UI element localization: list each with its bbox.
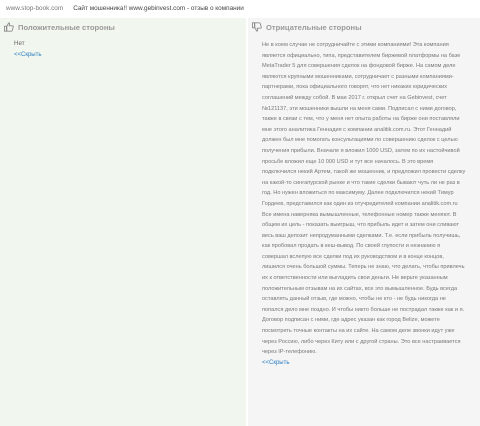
pros-text: Нет [14, 40, 25, 47]
cons-hide-link[interactable]: <<Скрыть [262, 359, 290, 366]
pros-header [0, 18, 246, 36]
pros-heading: Положительные стороны [18, 22, 115, 32]
pros-hide-link[interactable]: <<Скрыть [14, 52, 42, 58]
thumb-down-icon [252, 22, 262, 32]
thumb-up-icon [4, 22, 14, 32]
site-url[interactable]: www.stop-book.com [6, 4, 64, 12]
page-topbar [0, 0, 480, 16]
page-title: Сайт мошенника!! www.gebinvest.com - отзыв о компании [73, 4, 244, 12]
cons-column [248, 18, 480, 426]
cons-heading: Отрицательные стороны [266, 22, 362, 32]
cons-text: Не в коем случае не сотрудничайте с этими компаниями! Эта компания является официально, типа, представителем биржевой платформы на базе MetaTrader 5 для совершения сделок на фондовой бирже. На самом деле являются крупными мошенниками, сотрудничает с разными компаниями- партнерами, пока официального говорят, что нет никаких юридических соглашений между собой. В мае 2017 г. открыл счет на Gebinvest, счет №121137, эти мошенники вышли на меня сами. Подписал с ними договор, также в связи с тем, что у меня нет опыта работы на бирже они поставляли мне этого аналитика Геннадия с компании analitik.com.ru. Этот Геннадий должен был мне помогать консультациями по совершению сделок с целью получения прибыли. Вначале я вложил 1000 USD, затем по их настойчивой просьбе вложил еще 10 000 USD и тут все началось. В это время подключился некий Артем, такой же мошенник, и предложил провести сделку на какой-то сингапурской рынке и что такие сделки бывают чуть ли не раз в год. Но нужен вложиться по максимуму. Далее подключился некий Тимур Гордеев, представился как один из отучредителей компании analitik.com.ru Все имена наверняка вымышленные, телефонные номер также меняют. В общем их цель - показать выигрыш, что прибыль идет и затем они сливают весь ваш депозит непродуманными сделками. Т.е. если прибыль получишь, как пробовал продать в кеш-вывод. По своей глупости и незнанию я совершал вслепую все сделки под их руководством и в конце концов, лишился очень большой суммы. Теперь не знаю, что делать, чтобы привлечь их к ответственности или выгладить свои деньги. Не верьте указанным положительным отзывам на их сайтах, все это вымышленное. Будь всегда оставлять данный отзыв, где можно, чтобы не кто - не будь никогда не попался дело мне поздно. И чтобы никто больше не пострадал также как и я. Договор подписан с ними, где адрес указан как город Belize, можете посмотреть точные контакты на их сайте. На самом деле звонки идут уже через Россию, либо через Киту или с другой страны. Это все настраивается через IP-телефонию. [262, 42, 466, 356]
cons-header [248, 18, 480, 36]
pros-column [0, 18, 246, 426]
